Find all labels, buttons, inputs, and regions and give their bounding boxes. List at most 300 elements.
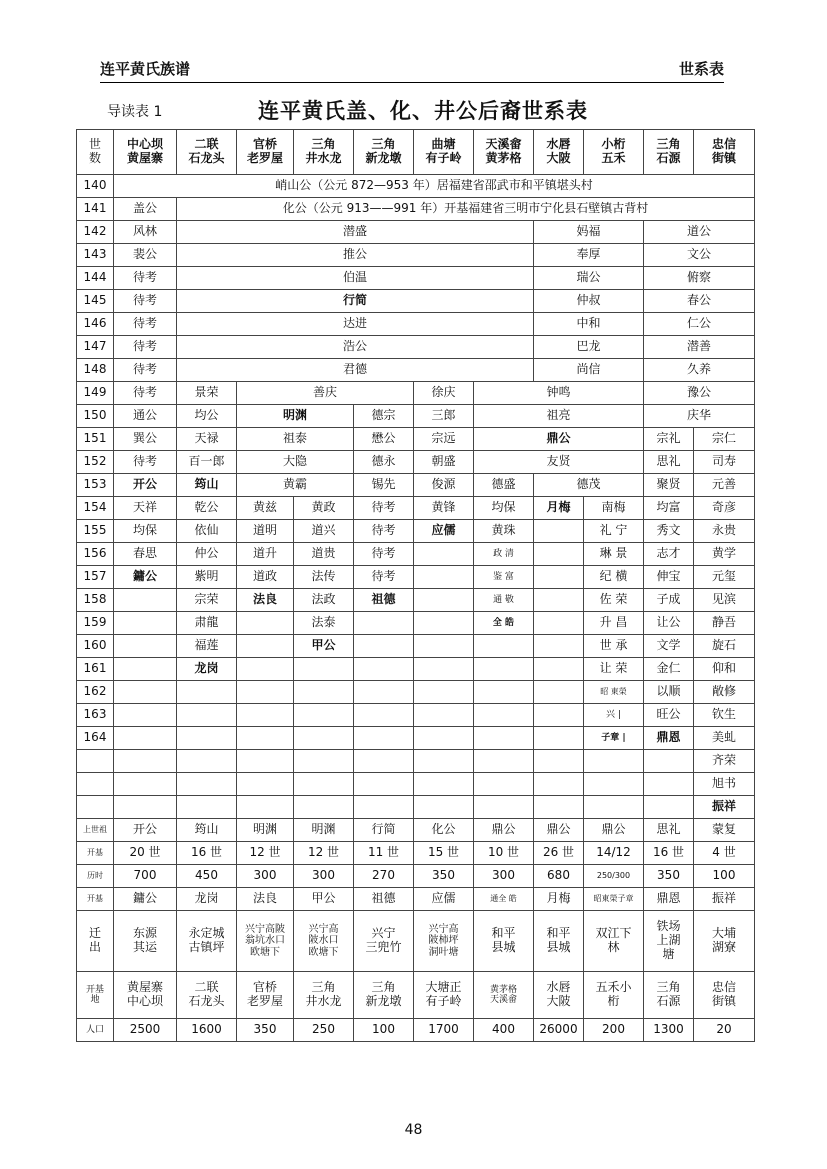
table-cell: 兴 | — [584, 704, 644, 727]
page-number: 48 — [404, 1122, 423, 1138]
table-cell: 化公 — [414, 819, 474, 842]
table-cell: 待考 — [354, 566, 414, 589]
table-cell — [354, 773, 414, 796]
table-cell: 26 世 — [534, 842, 584, 865]
generation-cell: 141 — [77, 198, 114, 221]
table-cell: 宗仁 — [694, 428, 755, 451]
table-cell — [114, 612, 177, 635]
table-cell: 通 敬 — [474, 589, 534, 612]
table-cell: 待考 — [354, 497, 414, 520]
merged-cell: 妈福 — [534, 221, 644, 244]
table-cell — [114, 750, 177, 773]
table-cell: 徐庆 — [414, 382, 474, 405]
table-row — [77, 359, 755, 382]
table-cell: 龙岗 — [177, 888, 237, 911]
table-cell: 350 — [237, 1019, 294, 1042]
table-row — [77, 497, 755, 520]
table-row — [77, 336, 755, 359]
table-cell: 鏞公 — [114, 888, 177, 911]
generation-cell: 157 — [77, 566, 114, 589]
table-cell: 道明 — [237, 520, 294, 543]
generation-cell: 142 — [77, 221, 114, 244]
table-cell: 300 — [474, 865, 534, 888]
merged-cell: 仁公 — [644, 313, 755, 336]
summary-row — [77, 888, 755, 911]
generation-cell: 146 — [77, 313, 114, 336]
table-cell: 春思 — [114, 543, 177, 566]
column-header: 小桁 五禾 — [584, 130, 644, 175]
table-cell — [534, 681, 584, 704]
generation-cell: 开基 — [77, 842, 114, 865]
table-cell: 100 — [354, 1019, 414, 1042]
table-cell: 10 世 — [474, 842, 534, 865]
table-cell: 大塘正 有子岭 — [414, 972, 474, 1019]
generation-cell: 145 — [77, 290, 114, 313]
merged-cell: 久养 — [644, 359, 755, 382]
generation-cell: 148 — [77, 359, 114, 382]
table-cell: 美虬 — [694, 727, 755, 750]
table-cell: 1300 — [644, 1019, 694, 1042]
table-cell: 法政 — [294, 589, 354, 612]
table-cell: 锡先 — [354, 474, 414, 497]
generation-cell: 156 — [77, 543, 114, 566]
table-cell: 东源 其运 — [114, 911, 177, 972]
table-row — [77, 221, 755, 244]
table-cell: 待考 — [114, 290, 177, 313]
generation-cell: 开基 地 — [77, 972, 114, 1019]
table-cell — [474, 750, 534, 773]
table-cell: 2500 — [114, 1019, 177, 1042]
table-cell: 振祥 — [694, 796, 755, 819]
merged-cell: 潜善 — [644, 336, 755, 359]
table-cell: 法良 — [237, 589, 294, 612]
merged-cell: 潜盛 — [177, 221, 534, 244]
table-cell — [237, 773, 294, 796]
generation-cell: 159 — [77, 612, 114, 635]
table-cell: 通公 — [114, 405, 177, 428]
table-cell: 待考 — [114, 359, 177, 382]
table-cell — [414, 543, 474, 566]
table-row — [77, 704, 755, 727]
header-right: 世系表 — [678, 60, 724, 78]
table-cell: 筠山 — [177, 474, 237, 497]
table-row — [77, 451, 755, 474]
table-cell — [237, 681, 294, 704]
table-cell: 振祥 — [694, 888, 755, 911]
table-cell: 350 — [644, 865, 694, 888]
table-cell: 宗礼 — [644, 428, 694, 451]
table-cell — [474, 796, 534, 819]
merged-cell: 友贤 — [474, 451, 644, 474]
table-cell: 佐 荣 — [584, 589, 644, 612]
table-cell: 子成 — [644, 589, 694, 612]
table-cell: 齐荣 — [694, 750, 755, 773]
table-row — [77, 520, 755, 543]
table-row — [77, 175, 755, 198]
table-cell: 16 世 — [177, 842, 237, 865]
table-row — [77, 382, 755, 405]
table-cell: 天禄 — [177, 428, 237, 451]
merged-cell: 钟鸣 — [474, 382, 644, 405]
table-cell: 待考 — [114, 382, 177, 405]
table-cell: 兴宁高陂 翁坑水口 欧塘下 — [237, 911, 294, 972]
column-header: 三角 新龙墩 — [354, 130, 414, 175]
generation-cell: 144 — [77, 267, 114, 290]
table-cell — [354, 658, 414, 681]
generation-cell: 149 — [77, 382, 114, 405]
table-cell — [114, 727, 177, 750]
table-cell: 官桥 老罗屋 — [237, 972, 294, 1019]
table-cell — [294, 750, 354, 773]
merged-cell: 道公 — [644, 221, 755, 244]
table-cell — [354, 635, 414, 658]
table-cell: 钦生 — [694, 704, 755, 727]
table-cell: 14/12 — [584, 842, 644, 865]
table-cell — [114, 704, 177, 727]
table-cell: 依仙 — [177, 520, 237, 543]
table-cell: 行简 — [354, 819, 414, 842]
table-cell: 宗荣 — [177, 589, 237, 612]
table-cell — [237, 750, 294, 773]
merged-cell: 化公（公元 913——991 年）开基福建省三明市宁化县石壁镇古背村 — [177, 198, 755, 221]
table-cell: 福莲 — [177, 635, 237, 658]
table-cell — [534, 543, 584, 566]
table-row — [77, 290, 755, 313]
merged-cell: 明渊 — [237, 405, 354, 428]
table-cell: 250 — [294, 1019, 354, 1042]
table-cell: 德宗 — [354, 405, 414, 428]
table-cell: 旋石 — [694, 635, 755, 658]
table-cell — [237, 635, 294, 658]
table-cell: 待考 — [354, 543, 414, 566]
table-cell — [177, 681, 237, 704]
table-cell — [584, 773, 644, 796]
table-cell — [414, 635, 474, 658]
table-cell — [177, 796, 237, 819]
table-cell: 甲公 — [294, 635, 354, 658]
table-cell: 金仁 — [644, 658, 694, 681]
table-cell: 法传 — [294, 566, 354, 589]
table-cell — [294, 727, 354, 750]
column-header: 中心坝 黄屋寨 — [114, 130, 177, 175]
table-cell: 蒙复 — [694, 819, 755, 842]
table-cell: 昭 東榮 — [584, 681, 644, 704]
table-cell — [294, 704, 354, 727]
table-cell — [474, 773, 534, 796]
table-cell: 350 — [414, 865, 474, 888]
table-cell — [114, 681, 177, 704]
table-cell: 1600 — [177, 1019, 237, 1042]
table-cell: 水唇 大陂 — [534, 972, 584, 1019]
table-cell — [294, 796, 354, 819]
merged-cell: 文公 — [644, 244, 755, 267]
table-cell — [354, 727, 414, 750]
table-cell: 裴公 — [114, 244, 177, 267]
generation-cell: 153 — [77, 474, 114, 497]
table-cell — [354, 681, 414, 704]
generation-cell: 151 — [77, 428, 114, 451]
table-cell: 300 — [294, 865, 354, 888]
merged-cell: 春公 — [644, 290, 755, 313]
table-cell: 兴宁 三兜竹 — [354, 911, 414, 972]
table-cell: 乾公 — [177, 497, 237, 520]
table-cell: 12 世 — [294, 842, 354, 865]
table-row — [77, 658, 755, 681]
table-header-row — [77, 130, 755, 175]
page-title: 连平黄氏盖、化、井公后裔世系表 — [258, 99, 588, 123]
column-header: 天溪畲 黄茅格 — [474, 130, 534, 175]
table-cell — [237, 704, 294, 727]
table-cell: 黄珠 — [474, 520, 534, 543]
table-cell — [294, 658, 354, 681]
table-cell — [237, 796, 294, 819]
column-header: 官桥 老罗屋 — [237, 130, 294, 175]
table-cell: 琳 景 — [584, 543, 644, 566]
table-cell: 懋公 — [354, 428, 414, 451]
table-cell: 开公 — [114, 474, 177, 497]
table-cell: 黄政 — [294, 497, 354, 520]
merged-cell: 尚信 — [534, 359, 644, 382]
table-cell: 聚贤 — [644, 474, 694, 497]
table-cell: 鼎恩 — [644, 727, 694, 750]
table-cell — [474, 727, 534, 750]
generation-cell: 150 — [77, 405, 114, 428]
table-cell: 16 世 — [644, 842, 694, 865]
table-cell: 三郎 — [414, 405, 474, 428]
table-cell: 元玺 — [694, 566, 755, 589]
merged-cell: 大隐 — [237, 451, 354, 474]
table-cell: 祖德 — [354, 589, 414, 612]
table-cell: 风林 — [114, 221, 177, 244]
table-cell: 1700 — [414, 1019, 474, 1042]
table-cell: 静吾 — [694, 612, 755, 635]
table-cell — [114, 635, 177, 658]
table-cell: 思礼 — [644, 819, 694, 842]
table-cell: 政 清 — [474, 543, 534, 566]
table-cell: 大埔 湖寮 — [694, 911, 755, 972]
table-cell: 德盛 — [474, 474, 534, 497]
table-cell — [354, 704, 414, 727]
table-cell: 旺公 — [644, 704, 694, 727]
table-cell — [474, 681, 534, 704]
merged-cell: 善庆 — [237, 382, 414, 405]
table-cell: 270 — [354, 865, 414, 888]
table-cell: 法泰 — [294, 612, 354, 635]
table-cell — [644, 773, 694, 796]
table-cell: 五禾小 桁 — [584, 972, 644, 1019]
table-cell: 肃龍 — [177, 612, 237, 635]
column-header: 三角 井水龙 — [294, 130, 354, 175]
column-header: 二联 石龙头 — [177, 130, 237, 175]
table-cell — [114, 589, 177, 612]
table-cell: 月梅 — [534, 888, 584, 911]
merged-cell: 伯温 — [177, 267, 534, 290]
generation-cell: 147 — [77, 336, 114, 359]
table-row — [77, 405, 755, 428]
table-cell: 旭书 — [694, 773, 755, 796]
table-cell — [534, 566, 584, 589]
table-cell: 250/300 — [584, 865, 644, 888]
table-cell: 二联 石龙头 — [177, 972, 237, 1019]
table-cell: 永贵 — [694, 520, 755, 543]
table-cell — [177, 773, 237, 796]
table-cell — [584, 796, 644, 819]
table-cell: 以顺 — [644, 681, 694, 704]
table-cell — [414, 773, 474, 796]
merged-cell: 俯察 — [644, 267, 755, 290]
column-header: 三角 石源 — [644, 130, 694, 175]
table-cell — [644, 796, 694, 819]
table-row — [77, 612, 755, 635]
table-cell: 26000 — [534, 1019, 584, 1042]
merged-cell: 峭山公（公元 872—953 年）居福建省邵武市和平镇堪头村 — [114, 175, 755, 198]
table-cell: 和平 县城 — [474, 911, 534, 972]
table-cell: 让公 — [644, 612, 694, 635]
merged-cell: 祖亮 — [474, 405, 644, 428]
generation-cell: 163 — [77, 704, 114, 727]
table-cell: 纪 横 — [584, 566, 644, 589]
table-cell: 通全 皓 — [474, 888, 534, 911]
table-cell: 12 世 — [237, 842, 294, 865]
table-cell: 永定城 古镇坪 — [177, 911, 237, 972]
merged-cell: 黄霸 — [237, 474, 354, 497]
table-row — [77, 474, 755, 497]
generation-cell: 143 — [77, 244, 114, 267]
summary-row — [77, 819, 755, 842]
generation-cell: 158 — [77, 589, 114, 612]
generation-cell: 154 — [77, 497, 114, 520]
table-cell: 4 世 — [694, 842, 755, 865]
table-cell: 待考 — [114, 313, 177, 336]
table-cell: 世 承 — [584, 635, 644, 658]
table-cell: 20 — [694, 1019, 755, 1042]
table-row — [77, 566, 755, 589]
generation-cell: 164 — [77, 727, 114, 750]
page-header — [100, 60, 724, 83]
table-cell — [534, 727, 584, 750]
table-cell — [177, 704, 237, 727]
table-cell — [534, 704, 584, 727]
table-row — [77, 681, 755, 704]
generation-cell: 162 — [77, 681, 114, 704]
table-row — [77, 198, 755, 221]
table-cell: 礼 宁 — [584, 520, 644, 543]
table-cell: 子章 | — [584, 727, 644, 750]
table-cell: 景荣 — [177, 382, 237, 405]
table-cell — [644, 750, 694, 773]
table-cell: 宗远 — [414, 428, 474, 451]
table-cell — [114, 658, 177, 681]
table-cell: 15 世 — [414, 842, 474, 865]
table-cell — [534, 750, 584, 773]
generation-cell: 上世祖 — [77, 819, 114, 842]
table-cell: 秀文 — [644, 520, 694, 543]
table-row — [77, 244, 755, 267]
table-cell: 鏞公 — [114, 566, 177, 589]
table-cell — [294, 773, 354, 796]
table-cell: 黄学 — [694, 543, 755, 566]
table-cell: 鼎公 — [534, 819, 584, 842]
generation-cell: 155 — [77, 520, 114, 543]
table-cell: 俊源 — [414, 474, 474, 497]
summary-row — [77, 842, 755, 865]
table-cell: 志才 — [644, 543, 694, 566]
table-cell: 双江下 林 — [584, 911, 644, 972]
generation-cell: 迁 出 — [77, 911, 114, 972]
table-cell — [237, 658, 294, 681]
table-cell: 忠信 街镇 — [694, 972, 755, 1019]
table-cell: 兴宁高 陂水口 欧塘下 — [294, 911, 354, 972]
table-cell: 11 世 — [354, 842, 414, 865]
table-cell: 三角 新龙墩 — [354, 972, 414, 1019]
merged-cell: 瑞公 — [534, 267, 644, 290]
table-cell: 黄屋寨 中心坝 — [114, 972, 177, 1019]
table-cell: 铁场 上湖 塘 — [644, 911, 694, 972]
table-cell: 20 世 — [114, 842, 177, 865]
table-cell — [534, 520, 584, 543]
merged-cell: 庆华 — [644, 405, 755, 428]
table-cell: 巽公 — [114, 428, 177, 451]
table-cell: 伸宝 — [644, 566, 694, 589]
table-cell: 让 荣 — [584, 658, 644, 681]
table-row — [77, 543, 755, 566]
table-cell — [584, 750, 644, 773]
table-cell: 天祥 — [114, 497, 177, 520]
table-cell: 待考 — [114, 267, 177, 290]
table-cell: 鼎公 — [474, 819, 534, 842]
merged-cell: 中和 — [534, 313, 644, 336]
table-row — [77, 428, 755, 451]
table-cell: 均公 — [177, 405, 237, 428]
table-cell: 100 — [694, 865, 755, 888]
table-cell: 紫明 — [177, 566, 237, 589]
table-cell: 道贵 — [294, 543, 354, 566]
table-cell: 南梅 — [584, 497, 644, 520]
table-cell — [114, 796, 177, 819]
table-cell: 元善 — [694, 474, 755, 497]
table-cell: 朝盛 — [414, 451, 474, 474]
table-row — [77, 635, 755, 658]
generation-cell: 开基 — [77, 888, 114, 911]
column-header: 曲塘 有子岭 — [414, 130, 474, 175]
table-cell: 盖公 — [114, 198, 177, 221]
table-cell: 鉴 富 — [474, 566, 534, 589]
table-row — [77, 267, 755, 290]
summary-row — [77, 911, 755, 972]
table-cell — [534, 773, 584, 796]
table-cell: 待考 — [114, 451, 177, 474]
table-cell: 700 — [114, 865, 177, 888]
summary-row — [77, 972, 755, 1019]
table-row — [77, 773, 755, 796]
table-cell: 文学 — [644, 635, 694, 658]
table-cell: 和平 县城 — [534, 911, 584, 972]
table-cell: 仲公 — [177, 543, 237, 566]
table-cell — [474, 658, 534, 681]
merged-cell: 祖泰 — [237, 428, 354, 451]
generation-cell: 160 — [77, 635, 114, 658]
table-cell — [534, 635, 584, 658]
table-cell — [534, 612, 584, 635]
table-cell: 升 昌 — [584, 612, 644, 635]
table-cell: 道政 — [237, 566, 294, 589]
table-cell: 祖德 — [354, 888, 414, 911]
table-cell: 应儒 — [414, 888, 474, 911]
table-cell: 奇彦 — [694, 497, 755, 520]
table-cell: 均富 — [644, 497, 694, 520]
table-cell — [294, 681, 354, 704]
table-cell: 黄锋 — [414, 497, 474, 520]
